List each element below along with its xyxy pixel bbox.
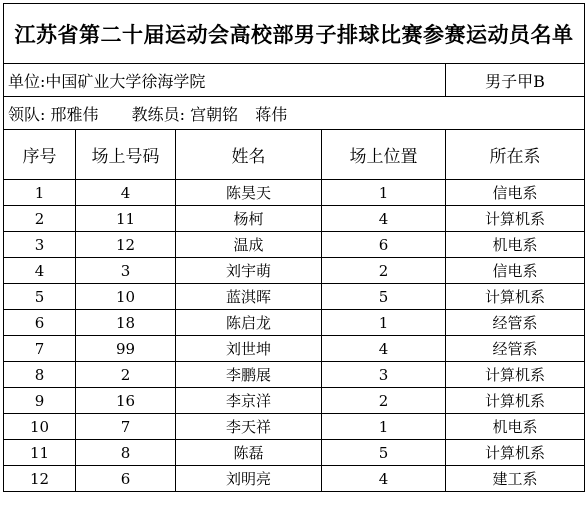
row-number: 9 <box>4 388 76 414</box>
jersey-number: 18 <box>76 310 176 336</box>
table-row <box>4 180 585 206</box>
department: 计算机系 <box>446 362 585 388</box>
jersey-number: 4 <box>76 180 176 206</box>
row-number: 12 <box>4 466 76 492</box>
staff-line <box>4 97 585 130</box>
player-name: 陈启龙 <box>176 310 322 336</box>
court-position: 2 <box>322 388 446 414</box>
column-header: 序号 <box>4 130 76 180</box>
row-number: 11 <box>4 440 76 466</box>
jersey-number: 11 <box>76 206 176 232</box>
department: 经管系 <box>446 336 585 362</box>
row-number: 1 <box>4 180 76 206</box>
jersey-number: 16 <box>76 388 176 414</box>
department: 信电系 <box>446 180 585 206</box>
player-name: 陈昊天 <box>176 180 322 206</box>
roster-rows <box>4 180 585 492</box>
department: 计算机系 <box>446 284 585 310</box>
player-name: 刘世坤 <box>176 336 322 362</box>
table-row <box>4 310 585 336</box>
jersey-number: 8 <box>76 440 176 466</box>
document-title: 江苏省第二十届运动会高校部男子排球比赛参赛运动员名单 <box>4 4 585 64</box>
jersey-number: 12 <box>76 232 176 258</box>
player-name: 李鹏展 <box>176 362 322 388</box>
coach-name: 宫朝铭 <box>190 104 239 124</box>
table-row <box>4 362 585 388</box>
player-name: 陈磊 <box>176 440 322 466</box>
court-position: 5 <box>322 284 446 310</box>
table-row <box>4 414 585 440</box>
column-header-row <box>4 130 585 180</box>
group-label: 男子甲B <box>446 64 585 97</box>
jersey-number: 10 <box>76 284 176 310</box>
row-number: 8 <box>4 362 76 388</box>
court-position: 1 <box>322 180 446 206</box>
player-name: 杨柯 <box>176 206 322 232</box>
row-number: 2 <box>4 206 76 232</box>
table-row <box>4 284 585 310</box>
court-position: 1 <box>322 414 446 440</box>
row-number: 3 <box>4 232 76 258</box>
row-number: 10 <box>4 414 76 440</box>
department: 计算机系 <box>446 440 585 466</box>
court-position: 6 <box>322 232 446 258</box>
player-name: 刘宇萌 <box>176 258 322 284</box>
table-row <box>4 336 585 362</box>
table-row <box>4 258 585 284</box>
court-position: 2 <box>322 258 446 284</box>
jersey-number: 7 <box>76 414 176 440</box>
department: 机电系 <box>446 414 585 440</box>
player-name: 刘明亮 <box>176 466 322 492</box>
column-header: 场上位置 <box>322 130 446 180</box>
court-position: 4 <box>322 206 446 232</box>
row-number: 5 <box>4 284 76 310</box>
jersey-number: 99 <box>76 336 176 362</box>
coach-label: 教练员: <box>131 104 186 124</box>
player-name: 蓝淇晖 <box>176 284 322 310</box>
column-header: 姓名 <box>176 130 322 180</box>
leader-name: 邢雅伟 <box>50 104 99 124</box>
jersey-number: 6 <box>76 466 176 492</box>
column-header: 所在系 <box>446 130 585 180</box>
department: 计算机系 <box>446 388 585 414</box>
player-name: 温成 <box>176 232 322 258</box>
column-header: 场上号码 <box>76 130 176 180</box>
court-position: 3 <box>322 362 446 388</box>
jersey-number: 3 <box>76 258 176 284</box>
table-row <box>4 466 585 492</box>
table-row <box>4 440 585 466</box>
jersey-number: 2 <box>76 362 176 388</box>
court-position: 4 <box>322 466 446 492</box>
table-row <box>4 388 585 414</box>
department: 信电系 <box>446 258 585 284</box>
table-row <box>4 206 585 232</box>
department: 机电系 <box>446 232 585 258</box>
row-number: 6 <box>4 310 76 336</box>
court-position: 1 <box>322 310 446 336</box>
row-number: 4 <box>4 258 76 284</box>
row-number: 7 <box>4 336 76 362</box>
player-name: 李天祥 <box>176 414 322 440</box>
table-row <box>4 232 585 258</box>
department: 建工系 <box>446 466 585 492</box>
roster-table <box>3 3 585 492</box>
player-name: 李京洋 <box>176 388 322 414</box>
department: 经管系 <box>446 310 585 336</box>
department: 计算机系 <box>446 206 585 232</box>
court-position: 5 <box>322 440 446 466</box>
leader-label: 领队: <box>8 104 46 124</box>
unit-label: 单位:中国矿业大学徐海学院 <box>4 64 446 97</box>
coach-name: 蒋伟 <box>255 104 288 124</box>
court-position: 4 <box>322 336 446 362</box>
